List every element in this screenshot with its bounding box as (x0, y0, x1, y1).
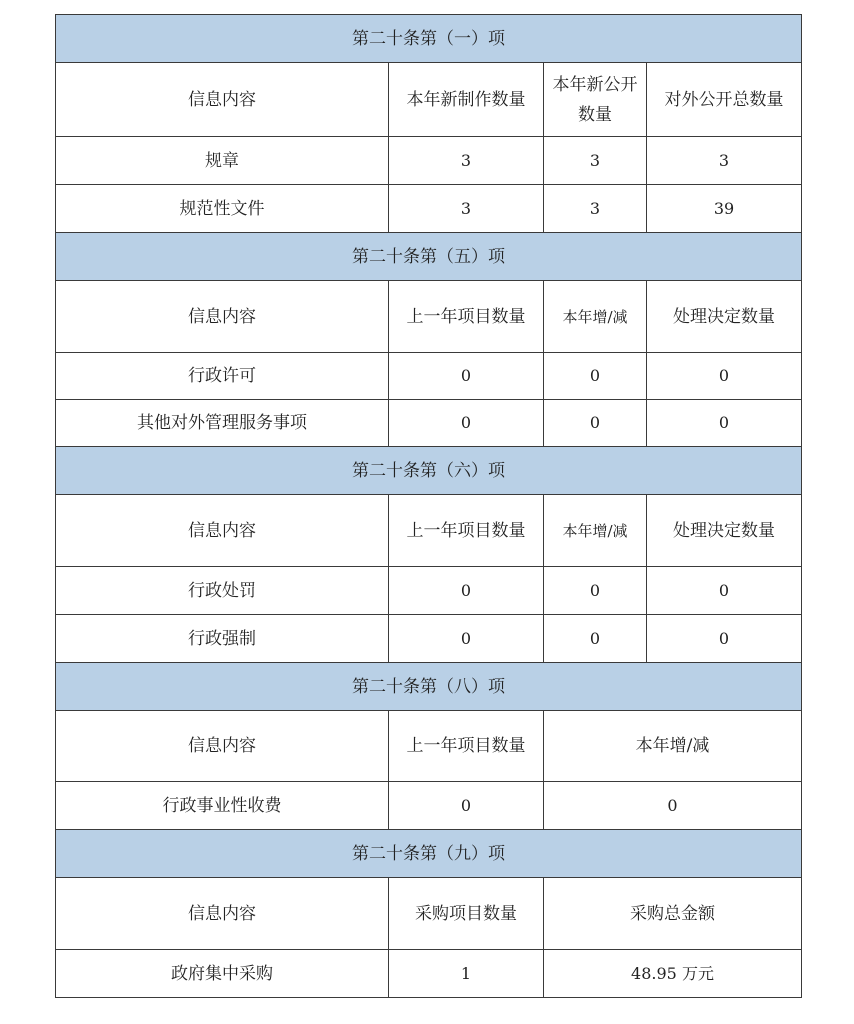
column-header: 上一年项目数量 (389, 495, 544, 567)
table-row (56, 185, 802, 233)
row-label: 政府集中采购 (56, 950, 389, 998)
table-row (56, 782, 802, 830)
cell-value: 3 (647, 137, 802, 185)
cell-value: 0 (389, 567, 544, 615)
cell-value: 0 (544, 615, 647, 663)
row-label: 行政事业性收费 (56, 782, 389, 830)
section-title: 第二十条第（六）项 (56, 447, 802, 495)
cell-value: 0 (544, 567, 647, 615)
row-label: 规章 (56, 137, 389, 185)
cell-value: 0 (544, 400, 647, 447)
section-title: 第二十条第（八）项 (56, 663, 802, 711)
column-header: 上一年项目数量 (389, 281, 544, 353)
column-header: 本年增/减 (544, 495, 647, 567)
table-row (56, 137, 802, 185)
section-title: 第二十条第（九）项 (56, 830, 802, 878)
column-header: 信息内容 (56, 495, 389, 567)
column-header: 信息内容 (56, 281, 389, 353)
row-label: 行政许可 (56, 353, 389, 400)
cell-value: 3 (389, 185, 544, 233)
cell-value: 0 (647, 400, 802, 447)
cell-value: 48.95 万元 (544, 950, 802, 998)
cell-value: 0 (647, 567, 802, 615)
column-header: 采购项目数量 (389, 878, 544, 950)
cell-value: 39 (647, 185, 802, 233)
cell-value: 0 (389, 353, 544, 400)
table-row (56, 567, 802, 615)
column-header: 本年新公开数量 (544, 63, 647, 137)
column-header: 上一年项目数量 (389, 711, 544, 782)
cell-value: 3 (544, 185, 647, 233)
row-label: 其他对外管理服务事项 (56, 400, 389, 447)
section-title: 第二十条第（一）项 (56, 15, 802, 63)
cell-value: 0 (544, 782, 802, 830)
column-header: 信息内容 (56, 711, 389, 782)
column-header: 信息内容 (56, 63, 389, 137)
cell-value: 0 (647, 615, 802, 663)
info-table (55, 14, 802, 998)
disclosure-table (55, 14, 801, 998)
column-header: 信息内容 (56, 878, 389, 950)
column-header: 处理决定数量 (647, 495, 802, 567)
cell-value: 3 (389, 137, 544, 185)
table-row (56, 400, 802, 447)
column-header: 采购总金额 (544, 878, 802, 950)
row-label: 规范性文件 (56, 185, 389, 233)
table-row (56, 353, 802, 400)
column-header: 本年增/减 (544, 711, 802, 782)
column-header: 本年增/减 (544, 281, 647, 353)
row-label: 行政强制 (56, 615, 389, 663)
cell-value: 0 (647, 353, 802, 400)
table-row (56, 950, 802, 998)
cell-value: 0 (389, 615, 544, 663)
column-header: 对外公开总数量 (647, 63, 802, 137)
column-header: 处理决定数量 (647, 281, 802, 353)
cell-value: 3 (544, 137, 647, 185)
table-row (56, 615, 802, 663)
column-header: 本年新制作数量 (389, 63, 544, 137)
cell-value: 1 (389, 950, 544, 998)
cell-value: 0 (544, 353, 647, 400)
cell-value: 0 (389, 400, 544, 447)
cell-value: 0 (389, 782, 544, 830)
row-label: 行政处罚 (56, 567, 389, 615)
section-title: 第二十条第（五）项 (56, 233, 802, 281)
